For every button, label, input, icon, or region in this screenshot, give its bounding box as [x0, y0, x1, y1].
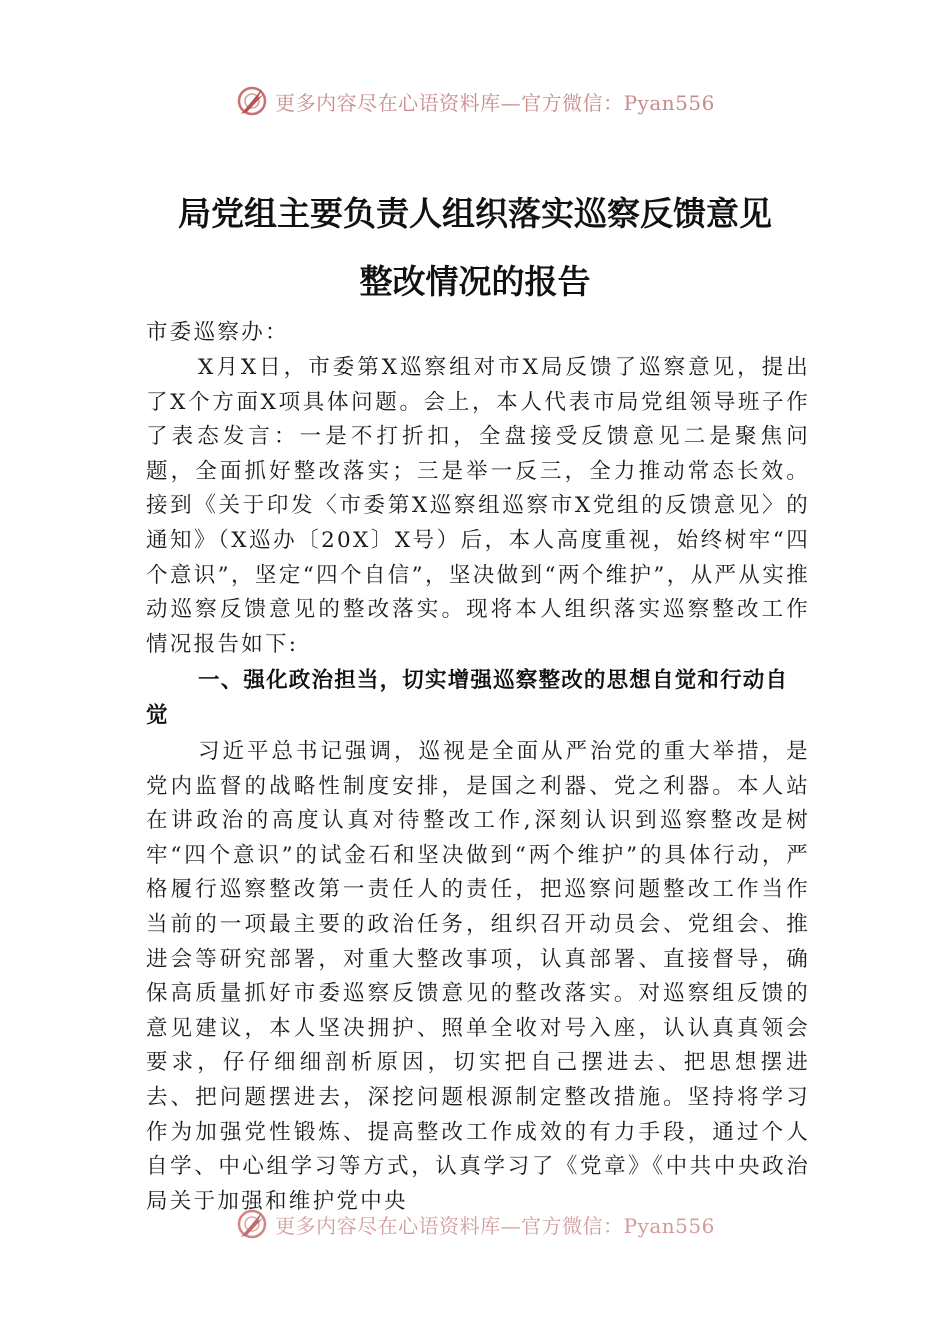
paragraph-1-text: X月X日，市委第X巡察组对市X局反馈了巡察意见，提出了X个方面X项具体问题。会上，本人代表市局党组领导班子作了表态发言：一是不打折扣，全盘接受反馈意见二是聚焦问题，全面抓好整改落实；三是举一反三，全力推动常态长效。接到《关于印发〈市委第X巡察组巡察市X党组的反馈意见〉的通知》（X巡办〔20X〕X号）后，本人高度重视，始终树牢“四个意识”，坚定“四个自信”，坚决做到“两个维护”，从严从实推动巡察反馈意见的整改落实。现将本人组织落实巡察整改工作情况报告如下:: [146, 355, 810, 657]
watermark-footer: [0, 1207, 950, 1241]
paragraph-1: [146, 351, 810, 662]
watermark-text: 更多内容尽在心语资料库—官方微信：Pyan556: [275, 90, 715, 115]
document-title-line2: 整改情况的报告: [359, 262, 591, 301]
quill-logo-icon: [235, 1207, 269, 1241]
quill-logo-icon: [235, 84, 269, 118]
salutation: [146, 316, 810, 351]
paragraph-2: [146, 735, 810, 1219]
salutation-text: 市委巡察办：: [146, 320, 289, 345]
document-title-line1: 局党组主要负责人组织落实巡察反馈意见: [178, 194, 772, 233]
paragraph-2-text: 习近平总书记强调，巡视是全面从严治党的重大举措，是党内监督的战略性制度安排，是国之利器、党之利器。本人站在讲政治的高度认真对待整改工作,深刻认识到巡察整改是树牢“四个意识”的试金石和坚决做到“两个维护”的具体行动，严格履行巡察整改第一责任人的责任，把巡察问题整改工作当作当前的一项最主要的政治任务，组织召开动员会、党组会、推进会等研究部署，对重大整改事项，认真部署、直接督导，确保高质量抓好市委巡察反馈意见的整改落实。对巡察组反馈的意见建议，本人坚决拥护、照单全收对号入座，认认真真领会要求，仔仔细细剖析原因，切实把自己摆进去、把思想摆进去、把问题摆进去，深挖问题根源制定整改措施。坚持将学习作为加强党性锻炼、提高整改工作成效的有力手段，通过个人自学、中心组学习等方式，认真学习了《党章》《中共中央政治局关于加强和维护党中央: [146, 739, 810, 1214]
section-heading-1: 一、强化政治担当，切实增强巡察整改的思想自觉和行动自觉: [146, 668, 789, 728]
watermark-text: 更多内容尽在心语资料库—官方微信：Pyan556: [275, 1213, 715, 1238]
watermark-header: [0, 84, 950, 118]
